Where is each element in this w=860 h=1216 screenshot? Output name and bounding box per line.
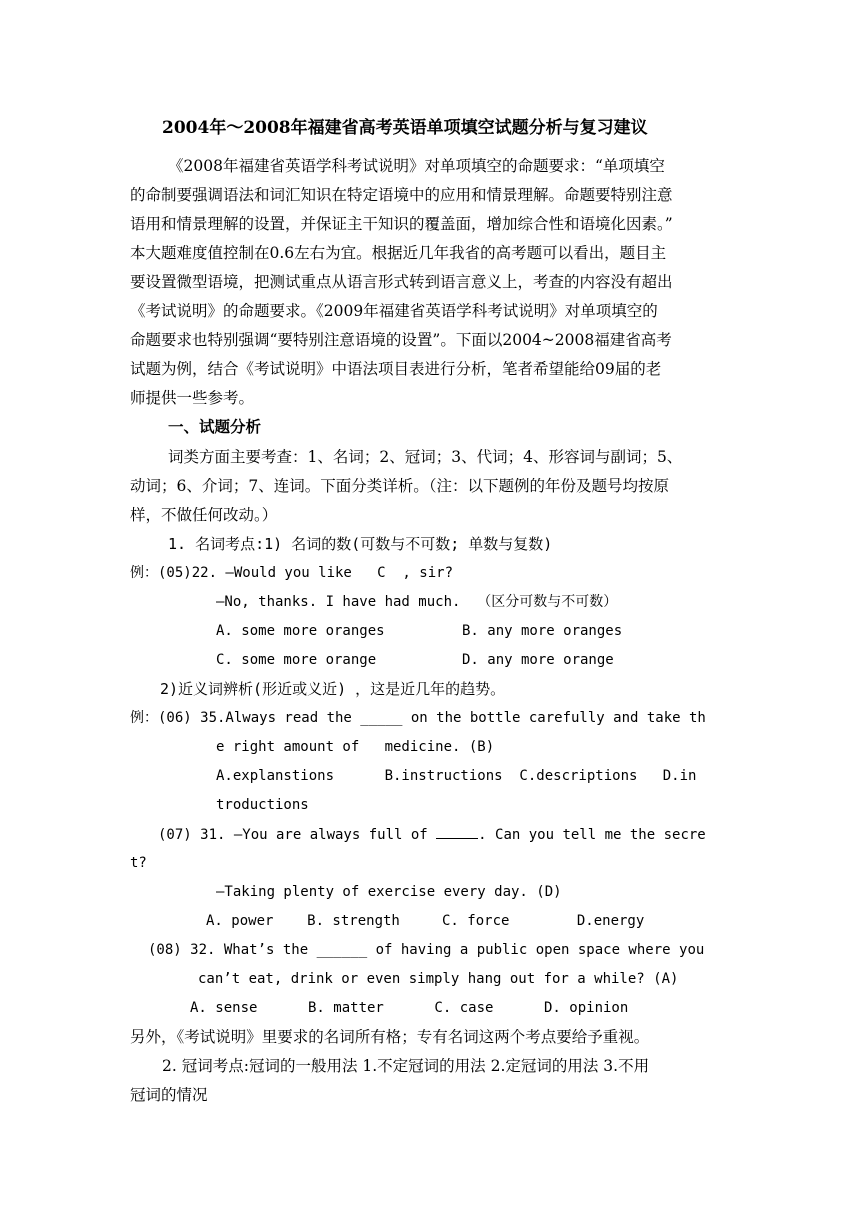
also-note: 另外，《考试说明》里要求的名词所有格；专有名词这两个考点要给予重视。 bbox=[130, 1028, 650, 1046]
intro-line: 本大题难度值控制在0.6左右为宜。根据近几年我省的高考题可以看出，题目主 bbox=[130, 244, 667, 262]
option-c: C. some more orange bbox=[216, 652, 377, 668]
question-line: (08) 32. What’s the ______ of having a public open space where you bbox=[148, 942, 705, 958]
wordclass-line: 词类方面主要考查：1、名词；2、冠词；3、代词；4、形容词与副词；5、 bbox=[168, 448, 683, 466]
question-line: t? bbox=[130, 855, 147, 871]
intro-line: 试题为例，结合《考试说明》中语法项目表进行分析，笔者希望能给09届的老 bbox=[130, 360, 662, 378]
synonym-point: 2)近义词辨析(形近或义近) ，这是近几年的趋势。 bbox=[160, 680, 506, 698]
question-line: e right amount of medicine. (B) bbox=[216, 739, 495, 755]
answer-blank bbox=[436, 824, 478, 839]
options-line: A.explanstions B.instructions C.descriptions D.in bbox=[216, 768, 697, 784]
question-line: can’t eat, drink or even simply hang out for a while? (A) bbox=[198, 971, 679, 987]
options-line: A. power B. strength C. force D.energy bbox=[206, 913, 645, 929]
section-heading: 一、试题分析 bbox=[168, 417, 262, 436]
options-line: troductions bbox=[216, 797, 309, 813]
question-line bbox=[158, 824, 706, 845]
question-line: 例：(05)22. —Would you like C , sir? bbox=[130, 565, 454, 581]
wordclass-line: 动词；6、介词；7、连词。下面分类详析。（注：以下题例的年份及题号均按原 bbox=[130, 477, 669, 495]
option-d: D. any more orange bbox=[462, 652, 614, 668]
intro-line: 《考试说明》的命题要求。《2009年福建省英语学科考试说明》对单项填空的 bbox=[130, 302, 658, 320]
option-b: B. any more oranges bbox=[462, 623, 623, 639]
article-point: 2. 冠词考点:冠词的一般用法 1.不定冠词的用法 2.定冠词的用法 3.不用 bbox=[162, 1057, 650, 1075]
wordclass-line: 样，不做任何改动。） bbox=[130, 506, 278, 524]
option-a: A. some more oranges bbox=[216, 623, 385, 639]
intro-line: 命题要求也特别强调“要特别注意语境的设置”。下面以2004~2008福建省高考 bbox=[130, 331, 672, 349]
question-line: 例：(06) 35.Always read the _____ on the bottle carefully and take th bbox=[130, 710, 706, 726]
intro-line: 《2008年福建省英语学科考试说明》对单项填空的命题要求：“单项填空 bbox=[168, 157, 665, 175]
answer-line: —Taking plenty of exercise every day. (D) bbox=[216, 884, 562, 900]
intro-line: 的命制要强调语法和词汇知识在特定语境中的应用和情景理解。命题要特别注意 bbox=[130, 186, 673, 204]
answer-line: —No, thanks. I have had much. （区分可数与不可数） bbox=[216, 594, 618, 610]
options-line: A. sense B. matter C. case D. opinion bbox=[190, 1000, 629, 1016]
question-text: . Can you tell me the secre bbox=[478, 827, 706, 843]
page-title: 2004年～2008年福建省高考英语单项填空试题分析与复习建议 bbox=[162, 118, 648, 138]
intro-line: 语用和情景理解的设置，并保证主干知识的覆盖面，增加综合性和语境化因素。” bbox=[130, 215, 673, 233]
article-point: 冠词的情况 bbox=[130, 1086, 208, 1104]
intro-line: 要设置微型语境，把测试重点从语言形式转到语言意义上，考查的内容没有超出 bbox=[130, 273, 673, 291]
question-text: (07) 31. —You are always full of bbox=[158, 827, 437, 843]
noun-point: 1. 名词考点:1) 名词的数(可数与不可数; 单数与复数) bbox=[168, 535, 553, 553]
intro-line: 师提供一些参考。 bbox=[130, 389, 255, 407]
